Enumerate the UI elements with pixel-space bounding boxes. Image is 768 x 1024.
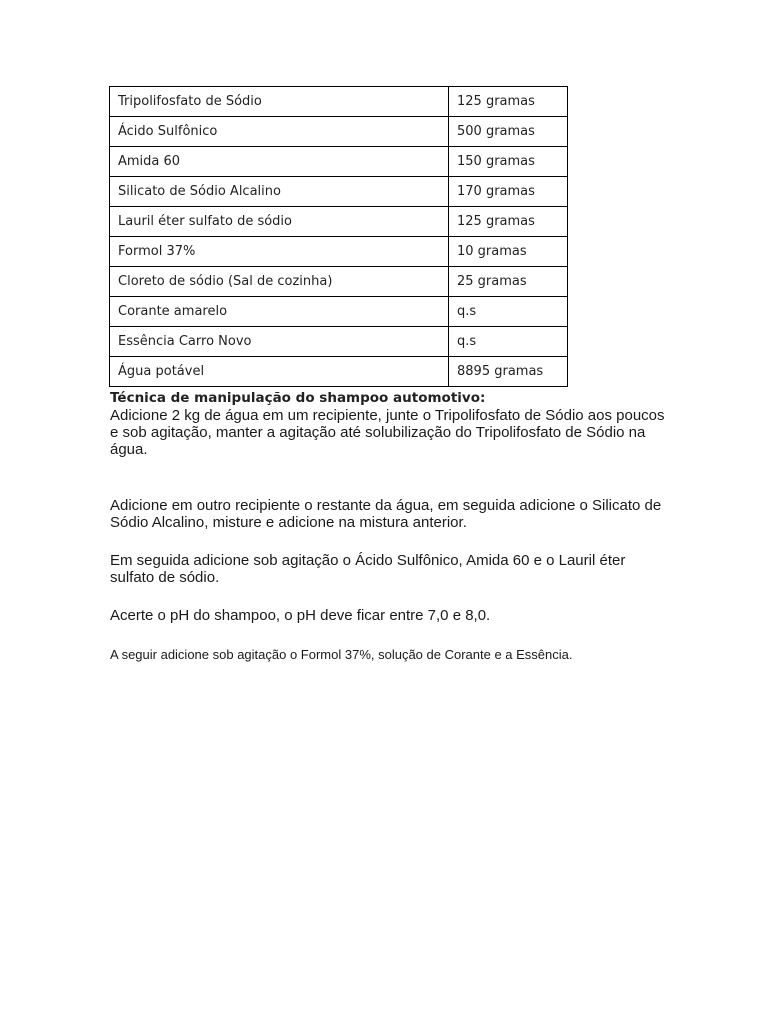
- table-row: [110, 147, 568, 177]
- instruction-step-4: Acerte o pH do shampoo, o pH deve ficar entre 7,0 e 8,0.: [110, 607, 491, 624]
- table-row: [110, 327, 568, 357]
- table-row: [110, 237, 568, 267]
- ingredient-cell: Água potável: [110, 357, 449, 387]
- quantity-cell: q.s: [449, 297, 568, 327]
- quantity-cell: 125 gramas: [449, 87, 568, 117]
- ingredient-cell: Silicato de Sódio Alcalino: [110, 177, 449, 207]
- instruction-step-2: Adicione em outro recipiente o restante da água, em seguida adicione o Silicato de Sódio Alcalino, misture e adicione na mistura anterior.: [110, 497, 662, 531]
- table-row: [110, 357, 568, 387]
- ingredient-cell: Formol 37%: [110, 237, 449, 267]
- ingredient-cell: Corante amarelo: [110, 297, 449, 327]
- table-row: [110, 207, 568, 237]
- quantity-cell: q.s: [449, 327, 568, 357]
- ingredient-cell: Essência Carro Novo: [110, 327, 449, 357]
- quantity-cell: 8895 gramas: [449, 357, 568, 387]
- ingredient-cell: Cloreto de sódio (Sal de cozinha): [110, 267, 449, 297]
- quantity-cell: 500 gramas: [449, 117, 568, 147]
- quantity-cell: 125 gramas: [449, 207, 568, 237]
- quantity-cell: 10 gramas: [449, 237, 568, 267]
- instruction-step-1: Adicione 2 kg de água em um recipiente, junte o Tripolifosfato de Sódio aos poucos e sob agitação, manter a agitação até solubilização do Tripolifosfato de Sódio na água.: [110, 407, 665, 458]
- quantity-cell: 25 gramas: [449, 267, 568, 297]
- ingredient-cell: Tripolifosfato de Sódio: [110, 87, 449, 117]
- ingredient-cell: Amida 60: [110, 147, 449, 177]
- table-row: [110, 267, 568, 297]
- ingredients-table: [109, 86, 568, 387]
- table-row: [110, 177, 568, 207]
- instruction-step-5: A seguir adicione sob agitação o Formol 37%, solução de Corante e a Essência.: [110, 647, 573, 662]
- table-row: [110, 297, 568, 327]
- quantity-cell: 170 gramas: [449, 177, 568, 207]
- table-row: [110, 87, 568, 117]
- instructions-heading: Técnica de manipulação do shampoo automotivo:: [110, 390, 486, 406]
- quantity-cell: 150 gramas: [449, 147, 568, 177]
- ingredient-cell: Ácido Sulfônico: [110, 117, 449, 147]
- ingredient-cell: Lauril éter sulfato de sódio: [110, 207, 449, 237]
- instruction-step-3: Em seguida adicione sob agitação o Ácido Sulfônico, Amida 60 e o Lauril éter sulfato de sódio.: [110, 552, 626, 586]
- table-row: [110, 117, 568, 147]
